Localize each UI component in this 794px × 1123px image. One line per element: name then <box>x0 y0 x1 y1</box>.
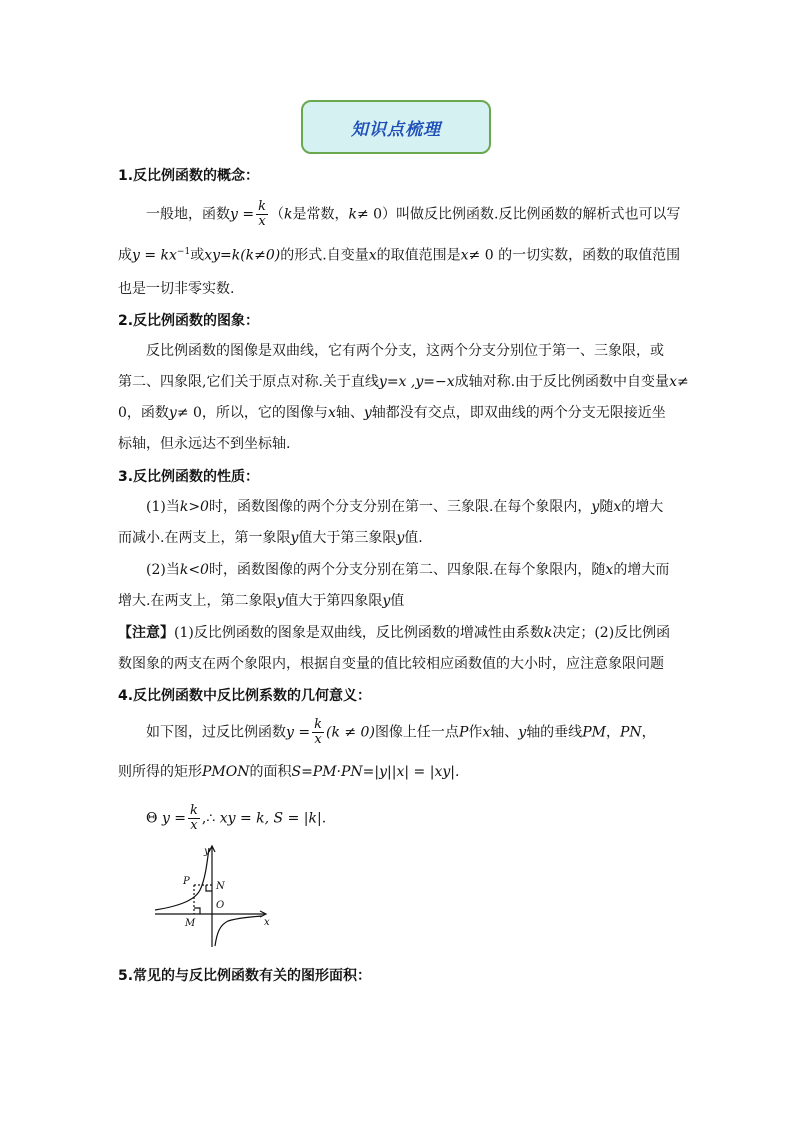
page-title: 知识点梳理 <box>351 119 441 140</box>
section-1-line-2: 成$y = kx^{-1}$或xy=k(k≠0)的形式.自变量x的取值范围是x≠ 0 的一切实数，函数的取值范围 <box>118 247 681 264</box>
section-2-line-3: 0，函数y≠ 0，所以，它的图像与x轴、y轴都没有交点，即双曲线的两个分支无限接近坐 <box>118 405 666 421</box>
section-1-line-1: 一般地，函数y = $\frac{k}{x}$ （k是常数，k≠ 0）叫做反比例函数.反比例函数的解析式也可以写 <box>146 199 681 229</box>
label-o: O <box>216 900 225 911</box>
section-1-heading: 1.反比例函数的概念： <box>118 168 260 184</box>
section-3-para-2-line-1: (2)当k<0时，函数图像的两个分支分别在第二、四象限.在每个象限内，随x的增大而 <box>146 562 670 578</box>
hyperbola-branch-left <box>155 848 209 910</box>
section-3-heading: 3.反比例函数的性质： <box>118 469 260 485</box>
fraction-k-over-x: $\frac{k}{x}$ <box>258 199 266 229</box>
label-y: y <box>204 846 210 857</box>
label-p: P <box>183 876 190 887</box>
right-angle-m <box>194 908 200 914</box>
right-angle-n <box>206 885 212 891</box>
section-2-heading: 2.反比例函数的图象： <box>118 313 260 329</box>
section-2-line-1: 反比例函数的图像是双曲线，它有两个分支，这两个分支分别位于第一、三象限，或 <box>146 343 664 359</box>
title-box <box>301 100 491 154</box>
label-m: M <box>185 918 196 929</box>
label-n: N <box>216 881 225 892</box>
section-2-line-4: 标轴，但永远达不到坐标轴. <box>118 436 291 452</box>
section-3-para-2-line-2: 增大.在两支上，第二象限y值大于第四象限y值 <box>118 593 405 609</box>
section-4-line-3: Θ y = $\frac{k}{x}$ ,∴ xy = k, S = |k|. <box>146 803 327 833</box>
note-line-1: 【注意】(1)反比例函数的图象是双曲线，反比例函数的增减性由系数k决定；(2)反比例函 <box>118 625 671 641</box>
note-line-2: 数图象的两支在两个象限内，根据自变量的值比较相应函数值的大小时，应注意象限问题 <box>118 656 664 672</box>
section-5-heading: 5.常见的与反比例函数有关的图形面积： <box>118 968 372 984</box>
section-3-para-1-line-1: (1)当k>0时，函数图像的两个分支分别在第一、三象限.在每个象限内，y随x的增大 <box>146 499 664 515</box>
hyperbola-branch-right <box>215 916 262 946</box>
section-1-line-3: 也是一切非零实数. <box>118 281 235 297</box>
section-2-line-2: 第二、四象限,它们关于原点对称.关于直线y=x ,y=−x成轴对称.由于反比例函数中自变量x≠ <box>118 374 689 390</box>
section-4-line-2: 则所得的矩形PMON的面积S=PM·PN=|y||x| = |xy|. <box>118 764 460 780</box>
section-3-para-1-line-2: 而减小.在两支上，第一象限y值大于第三象限y值. <box>118 530 423 546</box>
label-x: x <box>264 917 270 928</box>
section-4-line-1: 如下图，过反比例函数y = $\frac{k}{x}$ (k ≠ 0)图像上任一点P作x轴、y轴的垂线PM，PN， <box>146 717 656 747</box>
hyperbola-graph <box>150 842 275 952</box>
section-4-heading: 4.反比例函数中反比例系数的几何意义： <box>118 688 372 704</box>
